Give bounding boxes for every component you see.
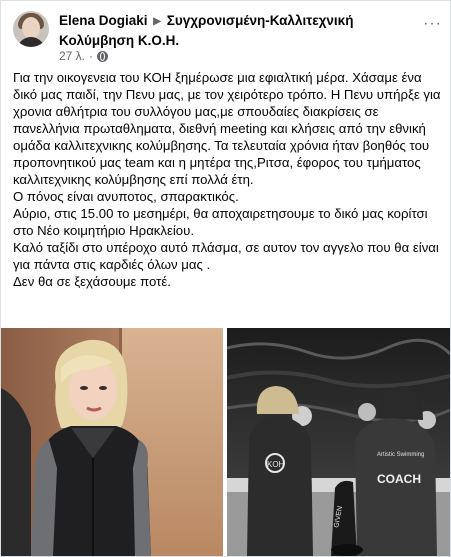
post-paragraph: Αύριο, στις 15.00 το μεσημέρι, θα αποχαιρετησουμε το δικό μας κορίτσι στο Νέο κοιμητήριο Ηρακλείου. (13, 206, 428, 238)
author-name[interactable]: Elena Dogiaki (59, 13, 148, 28)
post-paragraph: Καλό ταξίδι στο υπέροχο αυτό πλάσμα, σε αυτον τον αγγελο που θα είναι για πάντα στις καρδιές όλων μας . (13, 240, 439, 272)
jacket-logo-text: KOH (267, 460, 285, 469)
jacket-coach-text: COACH (377, 472, 421, 486)
post-header (13, 9, 420, 63)
post-paragraph: Δεν θα σε ξεχάσουμε ποτέ. (13, 274, 171, 289)
post-paragraph: Ο πόνος είναι ανυποτος, σπαρακτικός. (13, 189, 239, 204)
meta-separator: · (89, 49, 94, 63)
more-horizontal-icon[interactable]: ··· (423, 15, 442, 32)
jacket-subtitle-text: Artistic Swimming (377, 452, 425, 458)
post-author-line (59, 12, 399, 50)
group-name[interactable]: Συγχρονισμένη-Καλλιτεχνική Κολύμβηση Κ.Ο.Η. (59, 13, 354, 48)
avatar[interactable] (13, 11, 49, 47)
post-photos (1, 328, 450, 556)
photo-coaches-pool[interactable] (227, 328, 450, 556)
globe-icon[interactable] (97, 51, 108, 62)
shoe-brand-text: GIVEN (333, 505, 345, 529)
caret-right-icon: ▶ (153, 16, 161, 27)
post-paragraph: Για την οικογενεια του ΚΟΗ ξημέρωσε μια εφιαλτική μέρα. Χάσαμε ένα δικό μας παιδί, την Πενυ μας, με τον χειρότερο τρόπο. Η Πενυ υπήρξε για χρονια αθλήτρια του συλλόγου μας,με σπουδαίες διακρίσεις σε πανελλήνια πρωταθληματα, διεθνή meeting και κλήσεις από την εθνική ομάδα καλλιτεχνικης κολύμβησης. Τα τελευταία χρόνια ήταν βοηθός του προπονητικού μας team και η μητέρα της,Ριτσα, έφορος του τμήματος καλλιτεχνικης κολύμβησης επί πολλά έτη. (13, 70, 441, 187)
post-text (13, 69, 441, 290)
photo-portrait[interactable] (1, 328, 223, 556)
post-meta (59, 49, 108, 63)
post-timestamp[interactable]: 27 λ. (59, 49, 86, 63)
